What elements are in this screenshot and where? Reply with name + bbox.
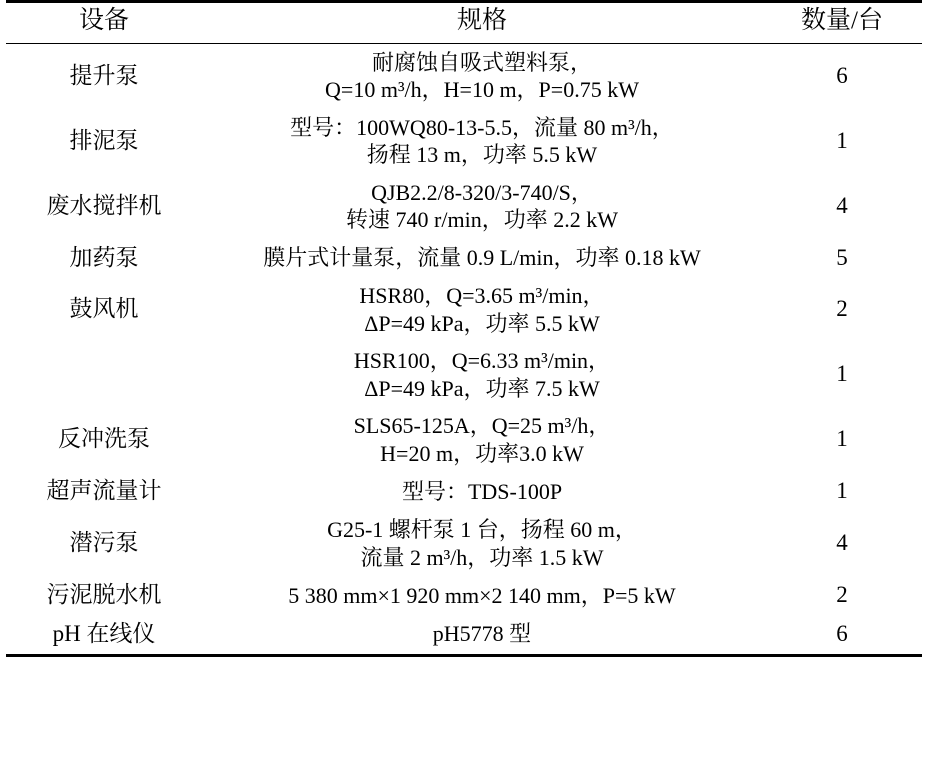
- cell-device: 超声流量计: [46, 478, 162, 504]
- spec-line: SLS65-125A，Q=25 m³/h，: [353, 413, 611, 439]
- cell-spec: [202, 407, 762, 472]
- cell-device: 反冲洗泵: [58, 426, 150, 452]
- cell-spec: [202, 511, 762, 576]
- cell-spec: [202, 472, 762, 511]
- cell-qty: 1: [836, 478, 848, 504]
- cell-device: 鼓风机: [69, 296, 139, 322]
- cell-spec: [202, 239, 762, 278]
- table-row: [6, 174, 922, 239]
- spec-line: Q=10 m³/h，H=10 m，P=0.75 kW: [325, 77, 639, 102]
- cell-spec: [202, 342, 762, 407]
- cell-qty: 6: [836, 62, 848, 88]
- spec-line: ΔP=49 kPa，功率 7.5 kW: [364, 375, 600, 401]
- cell-device: 排泥泵: [69, 127, 139, 153]
- spec-line: 型号：100WQ80-13-5.5，流量 80 m³/h，: [290, 114, 674, 140]
- table-row: [6, 43, 922, 109]
- spec-line: QJB2.2/8-320/3-740/S，: [371, 179, 593, 205]
- spec-line: ΔP=49 kPa，功率 5.5 kW: [364, 310, 600, 336]
- table-row: [6, 342, 922, 407]
- table-row: [6, 407, 922, 472]
- cell-qty: 6: [762, 615, 922, 655]
- table-row: [6, 109, 922, 174]
- cell-spec: [202, 615, 762, 655]
- cell-qty: 1: [836, 127, 848, 153]
- spec-line: 型号：TDS-100P: [401, 478, 563, 504]
- cell-qty: 2: [836, 582, 848, 607]
- spec-line: G25-1 螺杆泵 1 台，扬程 60 m，: [327, 517, 637, 542]
- spec-line: 扬程 13 m，功率 5.5 kW: [366, 142, 598, 167]
- column-header-device: 设备: [6, 2, 202, 44]
- spec-line: HSR100，Q=6.33 m³/min，: [353, 348, 611, 374]
- column-header-qty: 数量/台: [762, 2, 922, 44]
- spec-line: 流量 2 m³/h，功率 1.5 kW: [360, 544, 604, 570]
- cell-spec: [202, 109, 762, 174]
- cell-spec: [202, 43, 762, 109]
- cell-qty: 1: [836, 426, 848, 452]
- spec-line: 转速 740 r/min，功率 2.2 kW: [346, 207, 618, 232]
- cell-qty: 4: [836, 192, 848, 218]
- cell-qty: 4: [836, 530, 848, 556]
- cell-qty: 5: [836, 244, 848, 270]
- table-row: [6, 615, 922, 655]
- spec-line: HSR80，Q=3.65 m³/min，: [359, 283, 605, 309]
- cell-spec: [202, 576, 762, 615]
- cell-device: 废水搅拌机: [46, 192, 162, 218]
- cell-device: 加药泵: [69, 244, 139, 270]
- cell-device: 潜污泵: [69, 530, 139, 556]
- table-row: [6, 277, 922, 342]
- spec-line: 膜片式计量泵，流量 0.9 L/min，功率 0.18 kW: [263, 245, 701, 271]
- table-row: [6, 511, 922, 576]
- spec-line: 5 380 mm×1 920 mm×2 140 mm，P=5 kW: [288, 582, 676, 608]
- table-header-row: [6, 2, 922, 44]
- column-header-spec: 规格: [202, 2, 762, 44]
- cell-device: 污泥脱水机: [46, 582, 162, 607]
- cell-device: [6, 342, 202, 407]
- table-body: [6, 43, 922, 655]
- cell-spec: [202, 174, 762, 239]
- cell-device: pH 在线仪: [6, 615, 202, 655]
- table-header: [6, 2, 922, 44]
- cell-qty: 2: [836, 296, 848, 322]
- table-row: [6, 472, 922, 511]
- table-row: [6, 576, 922, 615]
- spec-line: 耐腐蚀自吸式塑料泵，: [371, 49, 592, 75]
- table-row: [6, 239, 922, 278]
- spec-line: pH5778 型: [432, 621, 532, 647]
- cell-device: 提升泵: [69, 62, 139, 88]
- equipment-table: [6, 0, 922, 657]
- cell-qty: 1: [836, 361, 848, 387]
- cell-spec: [202, 277, 762, 342]
- spec-line: H=20 m，功率3.0 kW: [380, 440, 584, 466]
